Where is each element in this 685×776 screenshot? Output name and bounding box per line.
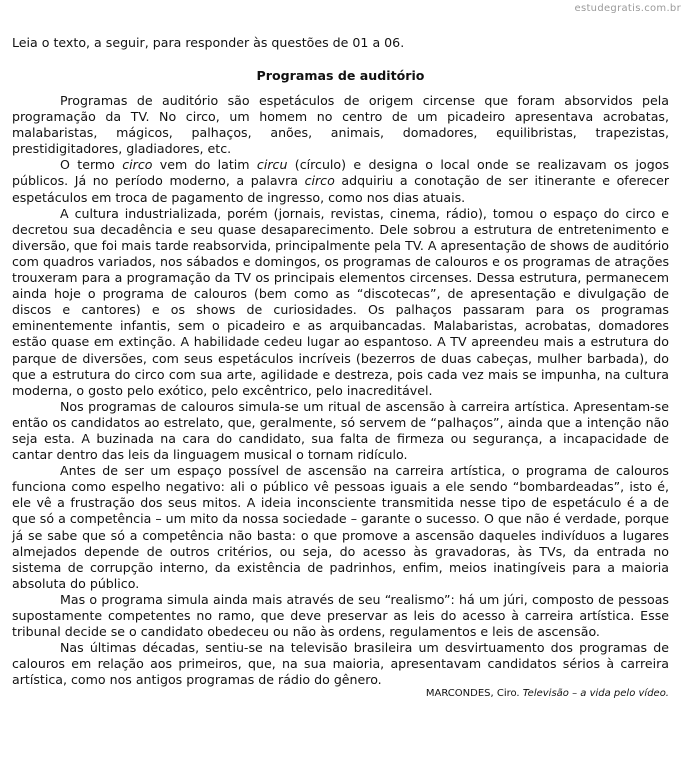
paragraph-2-part-a: O termo <box>60 157 123 173</box>
citation-work: Televisão – a vida pelo vídeo. <box>522 688 669 700</box>
text-body <box>12 93 669 688</box>
citation <box>12 687 669 700</box>
document-page <box>12 34 669 700</box>
paragraph-2-part-e: (círculo) e designa o local onde se realizavam os jogos públicos. Já no período moderno, a palavra <box>12 157 670 189</box>
paragraph-2-part-c: vem do latim <box>152 157 257 173</box>
instruction-text: Leia o texto, a seguir, para responder às questões de 01 a 06. <box>12 35 405 50</box>
paragraph-7: Nas últimas décadas, sentiu-se na televisão brasileira um desvirtuamento dos programas de calouros em relação aos primeiros, que, na sua maioria, apresentavam candidatos sérios à carreira artística, como nos antigos programas de rádio do gênero. <box>12 640 669 688</box>
paragraph-3: A cultura industrializada, porém (jornais, revistas, cinema, rádio), tomou o espaço do circo e decretou sua decadência e seu quase desaparecimento. Dele sobrou a estrutura de entretenimento e diversão, que foi mais tarde reabsorvida, principalmente pela TV. A apresentação de shows de auditório com quadros variados, nos sábados e domingos, os programas de calouros e os programas de atrações trouxeram para a programação da TV os principais elementos circenses. Dessa estrutura, permanecem ainda hoje o programa de calouros (bem como as “discotecas”, de apresentação e divulgação de discos e cantores) e os shows de curiosidades. Os palhaços passaram para os programas eminentemente infantis, sem o picadeiro e as arquibancadas. Malabaristas, acrobatas, domadores estão quase em extinção. A habilidade cedeu lugar ao espantoso. A TV apreendeu mais a estrutura do parque de diversões, com seus espetáculos incríveis (bezerros de duas cabeças, mulher barbada), do que a estrutura do circo com sua arte, agilidade e destreza, pois cada vez mais se impunha, na cultura moderna, o gosto pelo exótico, pelo excêntrico, pelo inacreditável. <box>12 205 669 398</box>
term-circo: circo <box>122 157 153 173</box>
paragraph-4: Nos programas de calouros simula-se um ritual de ascensão à carreira artística. Apresentam-se então os candidatos ao estrelato, que, geralmente, só servem de “palhaços”, ainda que a intenção não seja esta. A buzinada na cara do candidato, sua falta de firmeza ou segurança, a incapacidade de cantar dentro das leis da linguagem musical o tornam ridículo. <box>12 398 669 463</box>
term-circo-2: circo <box>304 173 335 189</box>
citation-author: MARCONDES, Ciro. <box>425 688 523 700</box>
paragraph-5: Antes de ser um espaço possível de ascensão na carreira artística, o programa de calouros funciona como espelho negativo: ali o público vê pessoas iguais a ele sendo “bombardeadas”, isto é, ele vê a frustração dos seus mitos. A ideia inconsciente transmitida nesse tipo de espetáculo é a de que só a competência – um mito da nossa sociedade – garante o sucesso. O que não é verdade, porque já se sabe que só a competência não basta: o que promove a ascensão daqueles indivíduos a lugares almejados depende de outros critérios, ou seja, do acesso às gravadoras, às TVs, da entrada no sistema de corrupção interno, da existência de padrinhos, enfim, meios inatingíveis para a maioria absoluta do público. <box>12 463 669 591</box>
term-circu: circu <box>256 157 288 173</box>
text-title: Programas de auditório <box>256 68 425 83</box>
paragraph-2 <box>12 157 669 205</box>
watermark: estudegratis.com.br <box>574 3 681 14</box>
paragraph-2-part-g: adquiriu a conotação de ser itinerante e oferecer espetáculos em troca de pagamento de ingresso, como nos dias atuais. <box>12 173 669 205</box>
paragraph-1: Programas de auditório são espetáculos de origem circense que foram absorvidos pela programação da TV. No circo, um homem no centro de um picadeiro apresentava acrobatas, malabaristas, mágicos, palhaços, anões, animais, domadores, equilibristas, trapezistas, prestidigitadores, gladiadores, etc. <box>12 93 669 157</box>
paragraph-6: Mas o programa simula ainda mais através de seu “realismo”: há um júri, composto de pessoas supostamente competentes no ramo, que deve preservar as leis do acesso à carreira artística. Esse tribunal decide se o candidato obedeceu ou não às ordens, regulamentos e leis de ascensão. <box>12 591 669 640</box>
